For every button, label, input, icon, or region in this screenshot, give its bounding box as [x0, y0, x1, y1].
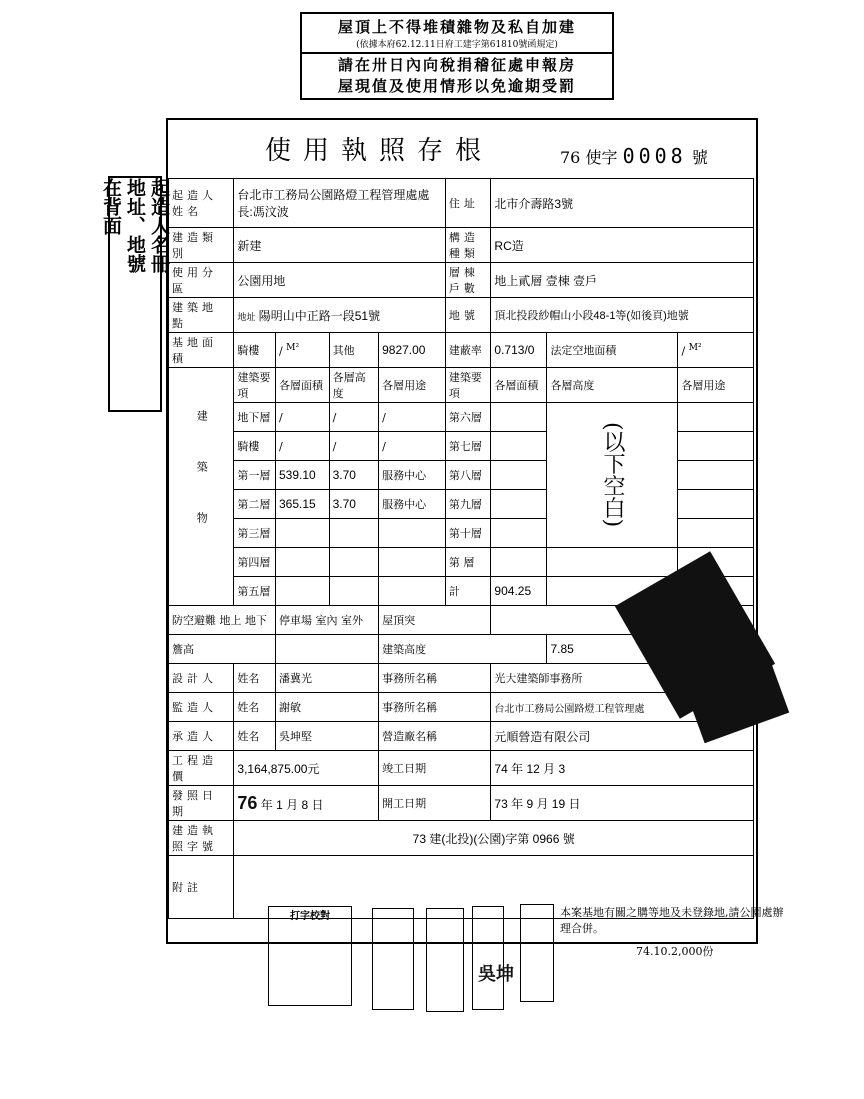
notice-line-4: 屋現值及使用情形以免逾期受罰 — [337, 77, 576, 95]
row-owner — [169, 179, 754, 228]
floor-area: / — [275, 403, 329, 432]
floor-area-right — [491, 490, 547, 519]
col-item-left: 建築要項 — [234, 368, 276, 403]
seal-3 — [472, 906, 504, 1010]
col-area-left: 各層面積 — [275, 368, 329, 403]
floor-name: 第四層 — [234, 548, 276, 577]
parking-outdoor: 室外 — [340, 614, 363, 627]
print-number: 74.10.2,000份 — [636, 945, 714, 958]
floor-height: 3.70 — [329, 461, 379, 490]
stamp-label: 打字校對 — [290, 911, 330, 922]
floor-row — [169, 548, 754, 577]
floor-area-right — [491, 519, 547, 548]
supervisor-office: 台北市工務局公園路燈工程管理處 — [491, 693, 754, 722]
lot-label: 地號 — [445, 298, 491, 333]
floor-area-right — [491, 461, 547, 490]
remarks-text: 本案基地有關之購等地及未登錄地,請公園處辦理合併。 — [560, 906, 784, 935]
permit-suffix: 號 — [691, 148, 708, 167]
issue-month: 1 — [276, 797, 283, 812]
permit-number — [560, 144, 708, 168]
designer-office-label: 事務所名稱 — [379, 664, 491, 693]
other-value: 9827.00 — [379, 333, 446, 368]
annex-value: / $^{M^2}$ — [275, 333, 329, 368]
site-label: 建築地點 — [169, 298, 234, 333]
open-space-value: / $^{M^2}$ — [678, 333, 754, 368]
permit-label: 使字 — [585, 148, 618, 167]
floor-height: 3.70 — [329, 490, 379, 519]
issue-year: 76 — [237, 792, 258, 813]
notice-line-2: (依據本府62.12.11日府工建字第61810號函規定) — [302, 37, 612, 54]
seal-4 — [520, 904, 554, 1002]
handwritten-signature: 吳坤 — [478, 964, 514, 985]
floor-name: 騎樓 — [234, 432, 276, 461]
floor-name-right: 第七層 — [445, 432, 491, 461]
start-value: 73 年 9 月 19 日 — [491, 786, 754, 821]
floors-label: 層棟戶數 — [445, 263, 491, 298]
floor-height — [329, 519, 379, 548]
floor-use: 服務中心 — [379, 461, 446, 490]
notice-line-1: 屋頂上不得堆積雜物及私自加建 — [337, 18, 576, 36]
floor-name: 第三層 — [234, 519, 276, 548]
building-height-label: 建築高度 — [379, 635, 547, 664]
side-note-col-3: 在背面 — [100, 178, 122, 235]
col-use-right: 各層用途 — [678, 368, 754, 403]
row-type — [169, 228, 754, 263]
cost-label: 工程造價 — [169, 751, 234, 786]
unit-m2-annex: M² — [286, 342, 300, 354]
seal-1 — [372, 908, 414, 1010]
floor-name: 第一層 — [234, 461, 276, 490]
proofread-stamp — [268, 906, 352, 1006]
floors-value: 地上貳層 壹棟 壹戶 — [491, 263, 754, 298]
eaves-value — [275, 635, 378, 664]
build-type-label: 建造類別 — [169, 228, 234, 263]
build-type-value: 新建 — [234, 228, 445, 263]
designer-office: 光大建築師事務所 — [491, 664, 754, 693]
contractor-office: 元順營造有限公司 — [491, 722, 754, 751]
floor-area-right — [491, 403, 547, 432]
floor-use: / — [379, 403, 446, 432]
floor-use-right — [678, 461, 754, 490]
zone-value: 公園用地 — [234, 263, 445, 298]
side-note — [100, 176, 170, 412]
row-base — [169, 333, 754, 368]
floor-use-right — [678, 490, 754, 519]
floor-use-right — [678, 403, 754, 432]
form-title: 使用執照存根 — [265, 136, 494, 166]
side-note-col-1: 起造人名冊 — [148, 178, 170, 273]
row-license — [169, 821, 754, 856]
parking-label: 停車場 — [278, 614, 312, 627]
coverage-value: 0.713/0 — [491, 333, 547, 368]
permit-number-value: 0008 — [622, 144, 687, 168]
row-zone — [169, 263, 754, 298]
designer-label: 設計人 — [169, 664, 234, 693]
building-label: 建築物 — [169, 368, 234, 606]
floor-area-right — [491, 432, 547, 461]
row-contractor — [169, 722, 754, 751]
floor-area — [275, 548, 329, 577]
address-value: 北市介壽路3號 — [491, 179, 754, 228]
notice-box — [300, 12, 614, 100]
col-height-right: 各層高度 — [547, 368, 678, 403]
shelter-above: 地上 — [219, 614, 242, 627]
owner-value: 台北市工務局公園路燈工程管理處處長:馮汶波 — [234, 179, 445, 228]
designer-name: 潘冀光 — [275, 664, 378, 693]
floor-name-right: 第十層 — [445, 519, 491, 548]
floor-height-right — [547, 548, 678, 577]
floor-name: 第五層 — [234, 577, 276, 606]
floor-use — [379, 519, 446, 548]
shelter-label: 防空避難 — [172, 614, 216, 627]
open-space-label: 法定空地面積 — [547, 333, 678, 368]
designer-name-label: 姓名 — [234, 664, 276, 693]
seal-2 — [426, 908, 464, 1012]
floor-height — [329, 577, 379, 606]
cost-value: 3,164,875.00元 — [234, 751, 379, 786]
supervisor-office-label: 事務所名稱 — [379, 693, 491, 722]
start-label: 開工日期 — [379, 786, 491, 821]
building-height-value: 7.85 — [547, 635, 754, 664]
notice-line-3: 請在卅日內向稅捐稽征處申報房 — [337, 56, 576, 74]
floor-area: 365.15 — [275, 490, 329, 519]
site-address: 陽明山中正路一段51號 — [258, 308, 381, 323]
contractor-name-label: 姓名 — [234, 722, 276, 751]
floor-name-right: 第六層 — [445, 403, 491, 432]
parking-label-cell — [275, 606, 378, 635]
floor-name-right: 第八層 — [445, 461, 491, 490]
floor-name-right: 第 層 — [445, 548, 491, 577]
floor-name: 第二層 — [234, 490, 276, 519]
floor-row — [169, 403, 754, 432]
floor-area: 539.10 — [275, 461, 329, 490]
site-value — [234, 298, 445, 333]
license-label: 建造執照字號 — [169, 821, 234, 856]
supervisor-name: 謝敏 — [275, 693, 378, 722]
floor-area-right — [491, 548, 547, 577]
completion-value: 74 年 12 月 3 — [491, 751, 754, 786]
unit-m2-open: M² — [688, 342, 702, 354]
contractor-label: 承造人 — [169, 722, 234, 751]
roof-cell: 屋頂突 — [379, 606, 491, 635]
structure-value: RC造 — [491, 228, 754, 263]
total-label: 計 — [445, 577, 491, 606]
floor-height: / — [329, 432, 379, 461]
zone-label: 使用分區 — [169, 263, 234, 298]
floor-name: 地下層 — [234, 403, 276, 432]
issue-label: 發照日期 — [169, 786, 234, 821]
permit-table — [168, 178, 754, 919]
row-issue — [169, 786, 754, 821]
row-cost — [169, 751, 754, 786]
permit-year: 76 — [560, 148, 581, 167]
supervisor-name-label: 姓名 — [234, 693, 276, 722]
floor-use-right — [678, 432, 754, 461]
parking-indoor: 室內 — [315, 614, 338, 627]
owner-label: 起造人姓名 — [169, 179, 234, 228]
floor-use: / — [379, 432, 446, 461]
floor-area: / — [275, 432, 329, 461]
row-supervisor — [169, 693, 754, 722]
structure-label: 構造種類 — [445, 228, 491, 263]
col-area-right: 各層面積 — [491, 368, 547, 403]
remarks-label: 附註 — [169, 856, 234, 919]
row-col-headers — [169, 368, 754, 403]
site-addr-prefix: 地址 — [237, 311, 256, 322]
side-note-col-2: 地址、地號 — [124, 178, 146, 273]
coverage-label: 建蔽率 — [445, 333, 491, 368]
lot-value: 頂北投段紗帽山小段48-1等(如後頁)地號 — [491, 298, 754, 333]
floor-area — [275, 519, 329, 548]
eaves-label: 簷高 — [169, 635, 276, 664]
annex-label: 騎樓 — [234, 333, 276, 368]
col-item-right: 建築要項 — [445, 368, 491, 403]
address-label: 住址 — [445, 179, 491, 228]
total-area: 904.25 — [491, 577, 547, 606]
supervisor-label: 監造人 — [169, 693, 234, 722]
floor-use — [379, 577, 446, 606]
below-blank: (以下空白) — [547, 403, 678, 548]
floor-use: 服務中心 — [379, 490, 446, 519]
floor-use-right — [678, 519, 754, 548]
base-area-label: 基地面積 — [169, 333, 234, 368]
other-label: 其他 — [329, 333, 379, 368]
issue-day: 8 — [301, 797, 309, 812]
contractor-office-label: 營造廠名稱 — [379, 722, 491, 751]
floor-height: / — [329, 403, 379, 432]
completion-label: 竣工日期 — [379, 751, 491, 786]
row-site — [169, 298, 754, 333]
floor-name-right: 第九層 — [445, 490, 491, 519]
col-height-left: 各層高度 — [329, 368, 379, 403]
license-value: 73 建(北投)(公園)字第 0966 號 — [234, 821, 754, 856]
floor-use — [379, 548, 446, 577]
shelter-below: 地下 — [245, 614, 267, 627]
col-use-left: 各層用途 — [379, 368, 446, 403]
issue-value: 76 年 1 月 8 日 — [234, 786, 379, 821]
parking-cell — [169, 606, 276, 635]
floor-height — [329, 548, 379, 577]
floor-area — [275, 577, 329, 606]
contractor-name: 吳坤堅 — [275, 722, 378, 751]
